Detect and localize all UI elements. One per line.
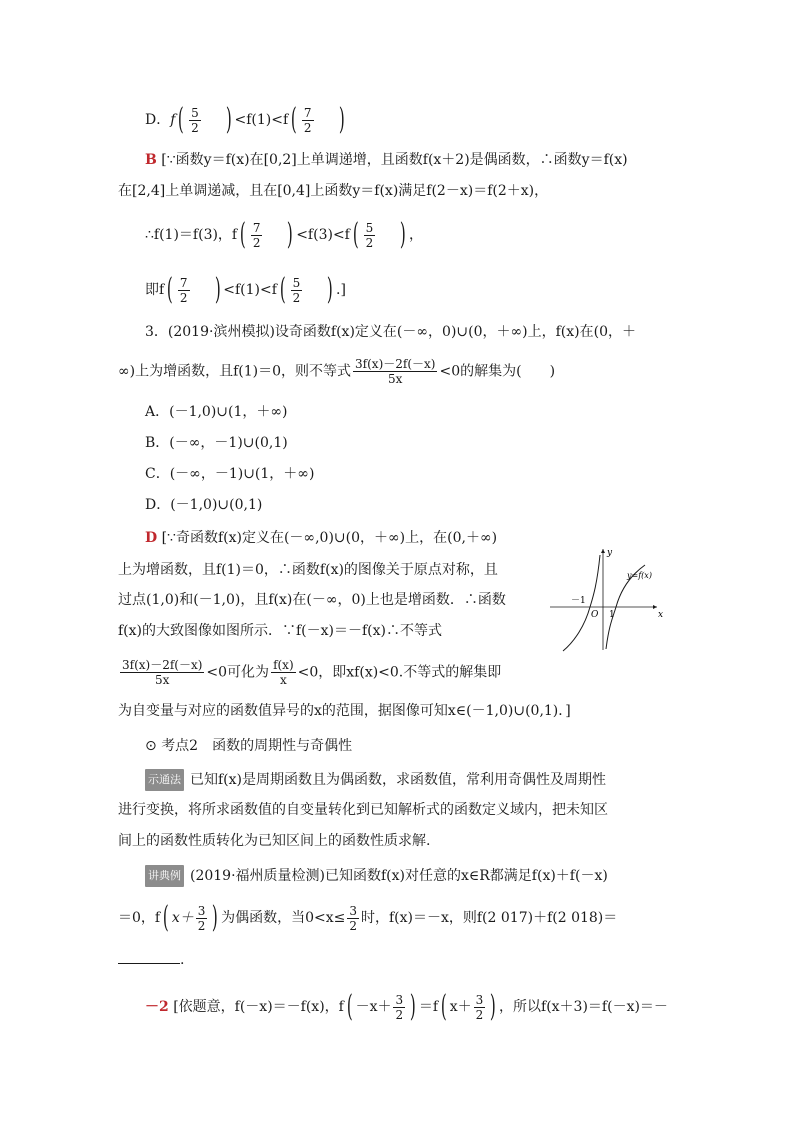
solution-text: <0，即xf(x)<0.不等式的解集即 (297, 664, 502, 681)
frac-num: 7 (252, 220, 261, 235)
frac-den: 2 (191, 120, 199, 135)
example-text: ＝0，f (118, 910, 161, 926)
option-text: <f(1)<f (234, 112, 289, 128)
option-text: A．(－1,0)∪(1，＋∞) (145, 404, 288, 420)
example-line (145, 865, 608, 887)
paren-close: ) (410, 989, 416, 1024)
paren-close: ) (225, 102, 232, 137)
solution-text: 过点(1,0)和(－1,0)，且f(x)在(－∞，0)上也是增函数．∴函数 (118, 592, 506, 608)
solution-line (118, 181, 548, 201)
frac-num: 3 (349, 903, 357, 918)
question-text: <0的解集为( ) (439, 363, 556, 380)
paren-open: ( (352, 217, 359, 252)
paren-open: ( (240, 217, 246, 252)
example-line (118, 900, 618, 935)
option-d (145, 495, 262, 515)
method-line (118, 831, 430, 851)
x-axis-arrow (653, 605, 657, 609)
frac-den: 2 (252, 235, 261, 250)
fraction (353, 357, 437, 386)
section-title: 考点2 函数的周期性与奇偶性 (161, 738, 353, 754)
frac-den: 2 (292, 290, 301, 305)
method-badge: 示通法 (145, 769, 184, 791)
solution-text: .] (336, 282, 346, 298)
example-badge: 讲典例 (145, 865, 184, 887)
method-text: 间上的函数性质转化为已知区间上的函数性质求解. (118, 833, 431, 849)
solution-text: ， (408, 227, 423, 243)
curve-label: y=f(x) (627, 571, 652, 580)
option-a (145, 402, 288, 422)
frac-num: 3f(x)－2f(－x) (122, 658, 203, 672)
frac-den: 2 (179, 290, 188, 305)
example-text: 为偶函数，当0<x≤ (221, 910, 346, 926)
fraction (393, 993, 405, 1022)
option-text: B．(－∞，－1)∪(0,1) (145, 435, 288, 451)
example-line (118, 950, 184, 970)
frac-den: 2 (395, 1007, 404, 1022)
method-text: 进行变换，将所求函数值的自变量转化到已知解析式的函数定义域内，把未知区 (118, 802, 608, 818)
solution-line (118, 590, 506, 610)
x-axis-label: x (658, 610, 664, 620)
solution-text: <0可化为 (206, 664, 270, 681)
paren-open: ( (440, 989, 447, 1024)
solution-text: 为自变量与对应的函数值异号的x的范围，据图像可知x∈(－1,0)∪(0,1)．] (118, 703, 571, 719)
answer-line (145, 989, 668, 1024)
fraction (347, 904, 359, 933)
answer-text: －x＋ (355, 999, 392, 1015)
solution-line (145, 150, 628, 170)
solution-text: [∵函数y＝f(x)在[0,2]上单调递增，且函数f(x＋2)是偶函数，∴函数y＝f(x) (161, 152, 628, 168)
y-axis-label: y (607, 548, 613, 558)
tick-neg-label: －1 (571, 596, 586, 606)
fraction (178, 276, 190, 305)
section-heading (145, 736, 352, 756)
function-graph (545, 545, 665, 655)
paren-open: ( (178, 102, 185, 137)
solution-line (118, 658, 501, 687)
solution-text: f(x)的大致图像如图所示．∵f(－x)＝－f(x)∴不等式 (118, 623, 443, 639)
fraction (271, 658, 296, 687)
paren-close: ) (338, 102, 345, 137)
question-text: ∞)上为增函数，且f(1)＝0，则不等式 (118, 363, 352, 380)
paren-open: ( (163, 900, 169, 935)
frac-num: 5 (365, 220, 374, 235)
answer-text: ，所以f(x＋3)＝f(－x)＝－ (499, 999, 668, 1015)
solution-line (145, 528, 497, 548)
frac-den: x (279, 673, 287, 687)
origin-label: O (591, 610, 599, 620)
paren-close: ) (287, 217, 294, 252)
frac-num: 7 (179, 275, 188, 290)
answer-text: [依题意，f(－x)＝－f(x)，f (173, 999, 344, 1015)
f-symbol: f (170, 112, 176, 128)
question-text: 3．(2019·滨州模拟)设奇函数f(x)定义在(－∞，0)∪(0，＋∞)上，f(x)在(0，＋ (145, 324, 636, 340)
solution-line (118, 621, 442, 641)
frac-den: 5x (388, 372, 403, 386)
method-text: 已知f(x)是周期函数且为偶函数，求函数值，常利用奇偶性及周期性 (190, 772, 606, 788)
prev-option-d (145, 102, 347, 137)
fraction (196, 904, 208, 933)
solution-line (145, 217, 423, 252)
paren-open: ( (167, 272, 173, 307)
frac-den: 2 (197, 918, 206, 933)
solution-line (118, 560, 498, 580)
example-text: . (180, 952, 185, 968)
frac-num: 5 (191, 105, 199, 120)
question-line (145, 322, 636, 342)
fraction (474, 993, 486, 1022)
option-b (145, 433, 288, 453)
answer-tag: D (145, 530, 158, 546)
question-line (118, 357, 555, 386)
fraction (291, 276, 303, 305)
option-text: D．(－1,0)∪(0,1) (145, 497, 263, 513)
example-text: x＋ (171, 910, 194, 926)
example-text: (2019·福州质量检测)已知函数f(x)对任意的x∈R都满足f(x)＋f(－x) (190, 868, 608, 884)
fraction (251, 221, 263, 250)
fraction (120, 658, 204, 687)
y-axis-arrow (601, 549, 605, 553)
frac-num: f(x) (273, 658, 294, 672)
solution-text: 即f (145, 282, 165, 298)
frac-num: 3 (395, 992, 404, 1007)
fraction (364, 221, 376, 250)
option-text: C．(－∞，－1)∪(1，＋∞) (145, 466, 315, 482)
frac-den: 2 (475, 1007, 484, 1022)
tick-pos-label: 1 (609, 610, 615, 620)
answer-blank (118, 951, 180, 964)
paren-close: ) (400, 217, 407, 252)
answer-text: ＝f (418, 999, 439, 1015)
frac-den: 2 (303, 120, 312, 135)
method-line (145, 769, 606, 791)
example-text: 时，f(x)＝－x，则f(2 017)＋f(2 018)＝ (360, 910, 618, 926)
solution-text: 在[2,4]上单调递减，且在[0,4]上函数y＝f(x)满足f(2－x)＝f(2＋x)， (118, 183, 549, 199)
fraction (302, 106, 314, 135)
frac-num: 3 (475, 992, 484, 1007)
fraction (189, 106, 201, 135)
frac-den: 5x (155, 673, 170, 687)
frac-num: 7 (303, 105, 312, 120)
solution-text: ∴f(1)＝f(3)，f (145, 227, 238, 243)
paren-close: ) (214, 272, 221, 307)
solution-line (145, 272, 346, 307)
answer-text: x＋ (449, 999, 472, 1015)
paren-close: ) (327, 272, 334, 307)
paren-open: ( (346, 989, 353, 1024)
solution-text: 上为增函数，且f(1)＝0，∴函数f(x)的图像关于原点对称，且 (118, 562, 498, 578)
paren-open: ( (291, 102, 297, 137)
paren-close: ) (490, 989, 497, 1024)
target-icon: ⊙ (145, 738, 157, 754)
method-line (118, 800, 608, 820)
solution-text: <f(3)<f (296, 227, 350, 243)
paren-close: ) (212, 900, 219, 935)
frac-den: 2 (365, 235, 374, 250)
frac-num: 3f(x)－2f(－x) (355, 357, 436, 371)
option-c (145, 464, 314, 484)
solution-text: [∵奇函数f(x)定义在(－∞,0)∪(0，＋∞)上，在(0,＋∞) (161, 530, 498, 546)
paren-open: ( (279, 272, 286, 307)
frac-den: 2 (349, 918, 357, 933)
solution-text: <f(1)<f (223, 282, 277, 298)
frac-num: 5 (292, 275, 301, 290)
answer-tag: －2 (145, 999, 169, 1015)
solution-line (118, 701, 571, 721)
frac-num: 3 (197, 903, 206, 918)
option-label: D． (145, 112, 171, 128)
answer-tag: B (145, 152, 157, 168)
